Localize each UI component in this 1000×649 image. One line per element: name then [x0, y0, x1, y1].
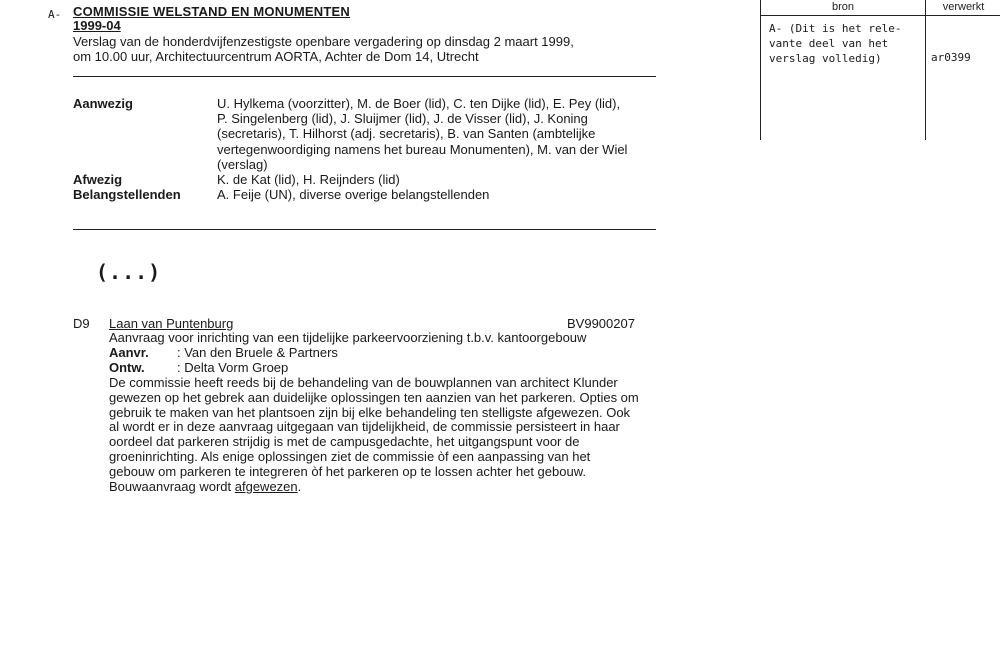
stakeholders-label: Belangstellenden: [73, 187, 181, 202]
divider: [73, 229, 656, 230]
present-line: vertegenwoordiging namens het bureau Monumenten), M. van der Wiel: [217, 141, 628, 157]
item-location: Laan van Puntenburg: [109, 316, 234, 331]
present-line: P. Singelenberg (lid), J. Sluijmer (lid), J. de Visser (lid), J. Koning: [217, 111, 588, 127]
margin-table: [760, 0, 1000, 140]
present-line: (verslag): [217, 156, 268, 172]
present-line: U. Hylkema (voorzitter), M. de Boer (lid), C. ten Dijke (lid), E. Pey (lid),: [217, 96, 621, 111]
body-line: gebruik te maken van het plantsoen zijn bij elke behandeling ten stelligste afgewezen. Ook: [109, 404, 631, 420]
margin-mark: A-: [48, 8, 62, 21]
stakeholders-value: A. Feije (UN), diverse overige belangstellenden: [217, 187, 490, 202]
decision-prefix: Bouwaanvraag wordt: [109, 479, 235, 495]
body-line: groeninrichting. Als enige oplossingen ziet de commissie òf een aanpassing van het: [109, 449, 591, 465]
note-line: verslag volledig): [769, 52, 882, 65]
intro-line: Verslag van de honderdvijfenzestigste openbare vergadering op dinsdag 2 maart 1999,: [73, 34, 574, 49]
note-line: vante deel van het: [769, 37, 889, 50]
absent-value: K. de Kat (lid), H. Reijnders (lid): [217, 172, 400, 187]
decision-line: [109, 480, 657, 495]
body-line: gewezen op het gebrek aan duidelijke oplossingen ten aanzien van het parkeren. Opties om: [109, 389, 639, 405]
design-row: [109, 361, 657, 376]
omission-mark: (...): [96, 260, 162, 284]
design-label: Ontw.: [109, 359, 145, 375]
source-column-header: bron: [831, 1, 855, 13]
processed-column-header: verwerkt: [942, 1, 985, 13]
present-list: [217, 96, 657, 172]
archive-code: ar0399: [931, 51, 971, 64]
item-request: Aanvraag voor inrichting van een tijdelijke parkeervoorziening t.b.v. kantoorgebouw: [109, 330, 587, 345]
column-divider: [925, 0, 926, 140]
body-line: gebouw om parkeren te integreren òf het parkeren op te lossen achter het gebouw.: [109, 464, 586, 480]
meeting-code: 1999-04: [73, 18, 121, 33]
note-line: A- (Dit is het rele-: [769, 22, 902, 35]
source-note: [769, 21, 924, 66]
applicant-value: : Van den Bruele & Partners: [177, 344, 338, 360]
body-line: al wordt er in deze aanvraag uitgegaan van tijdelijkheid, de commissie persisteert in haar: [109, 419, 620, 435]
applicant-row: [109, 346, 657, 361]
divider: [73, 76, 656, 77]
meeting-intro: [73, 34, 574, 64]
decision-word: afgewezen: [234, 479, 298, 495]
applicant-label: Aanvr.: [109, 344, 149, 360]
item-reference: BV9900207: [567, 316, 635, 331]
decision-suffix: .: [297, 479, 302, 495]
body-line: oordeel dat parkeren strijdig is met de campusgedachte, het uitgangspunt voor de: [109, 434, 580, 450]
body-line: De commissie heeft reeds bij de behandeling van de bouwplannen van architect Klunder: [109, 374, 618, 390]
document-title: COMMISSIE WELSTAND EN MONUMENTEN: [73, 4, 350, 19]
present-label: Aanwezig: [73, 96, 133, 111]
design-value: : Delta Vorm Groep: [177, 359, 289, 375]
item-number: D9: [73, 316, 90, 331]
absent-label: Afwezig: [73, 172, 123, 187]
intro-line: om 10.00 uur, Architectuurcentrum AORTA, Achter de Dom 14, Utrecht: [73, 49, 479, 64]
present-line: (secretaris), T. Hilhorst (adj. secretaris), B. van Santen (ambtelijke: [217, 126, 596, 142]
item-body: [109, 331, 657, 495]
